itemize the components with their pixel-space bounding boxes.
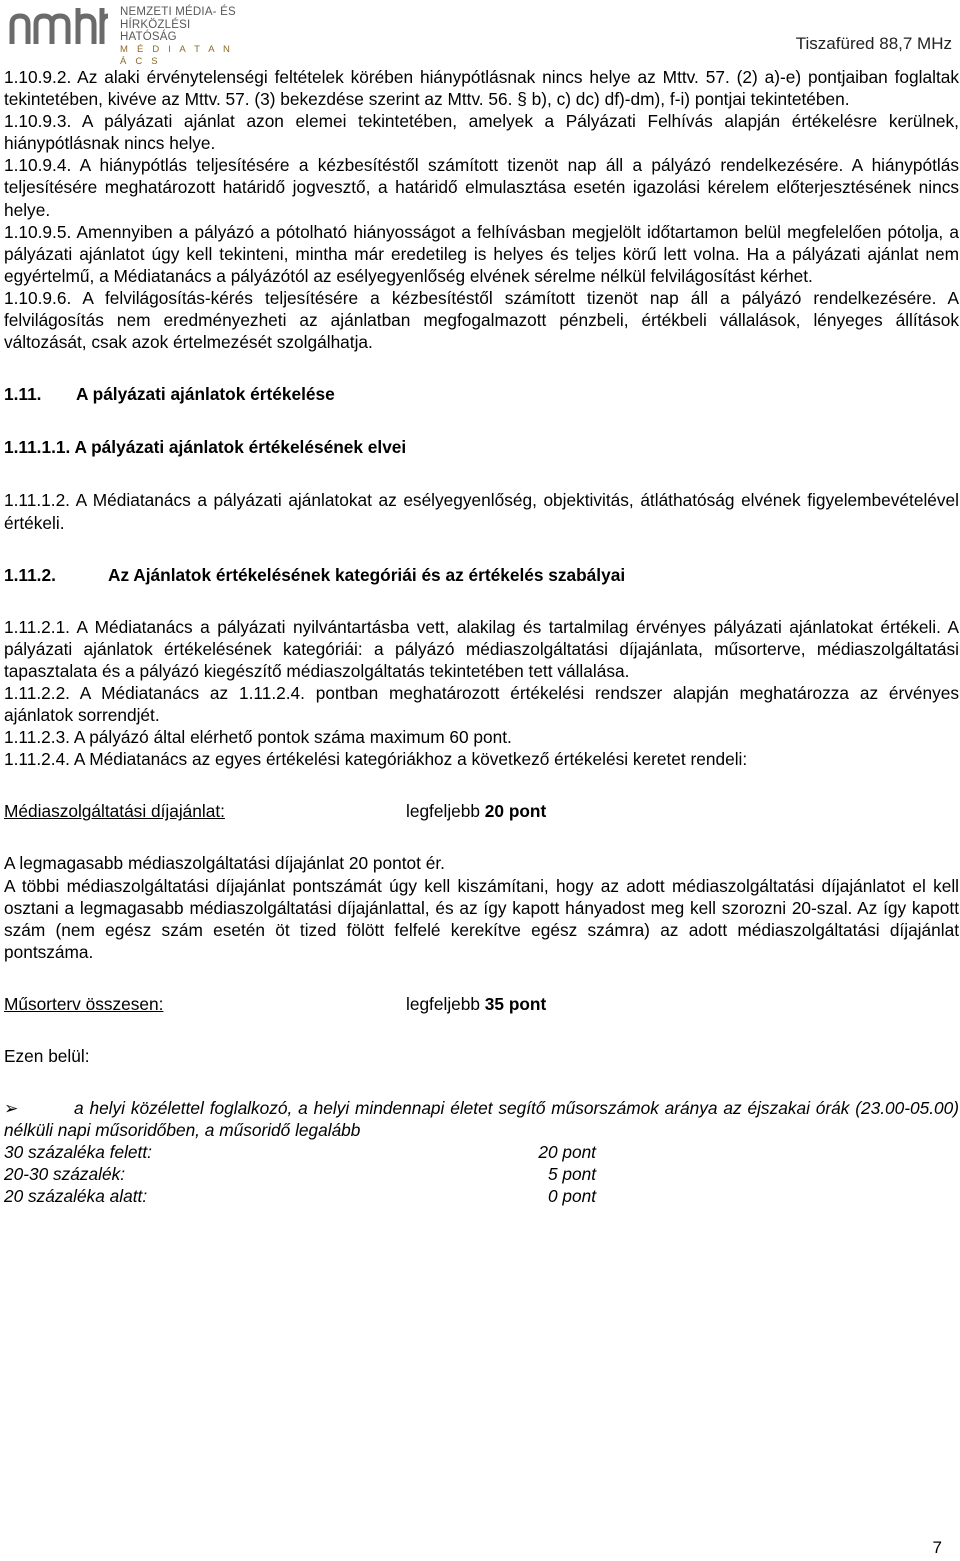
document-body <box>4 66 959 1208</box>
score-row <box>4 1141 959 1163</box>
heading-text: A pályázati ajánlatok értékelése <box>76 384 335 405</box>
fee-paragraph-b: A többi médiaszolgáltatási díjajánlat pontszámát úgy kell kiszámítani, hogy az adott médiaszolgáltatási díjajánlatot el kell osztani a legmagasabb médiaszolgáltatási díjajánlattal, és az így kapott hányadost meg kell szorozni 20-szal. Az így kapott szám (nem egész szám esetén öt tized fölött felfelé kerekítve egész számra) az adott médiaszolgáltatási díjajánlat pontszáma. <box>4 875 959 962</box>
paragraph-1-10-9-5: 1.10.9.5. Amennyiben a pályázó a pótolható hiányosságot a felhívásban megjelölt időtartamon belül megfelelően pótolja, a pályázati ajánlatot úgy kell tekinteni, mintha már eredetileg is helyes és teljes körű lett volna. Ha a pályázati ajánlat nem egyértelmű, a Médiatanács a pályázótól az esélyegyenlőség elvének sérelme nélkül felvilágosítást kérhet. <box>4 221 959 286</box>
program-points: 35 pont <box>484 993 547 1014</box>
section-heading-1-11-1-1 <box>4 436 959 458</box>
page-number: 7 <box>932 1538 942 1557</box>
score-value: 20 pont <box>538 1142 596 1163</box>
paragraph-1-11-2-3: 1.11.2.3. A pályázó által elérhető pontok száma maximum 60 pont. <box>4 727 512 748</box>
logo-line-2: HÍRKÖZLÉSI HATÓSÁG <box>120 18 191 43</box>
score-label: 30 százaléka felett: <box>4 1142 152 1163</box>
program-value <box>406 993 546 1015</box>
fee-points: 20 pont <box>484 801 547 822</box>
section-heading-1-11-2 <box>4 564 959 586</box>
paragraph-1-10-9-2: 1.10.9.2. Az alaki érvénytelenségi feltételek körében hiánypótlásnak nincs helye az Mttv. 57. (2) a)-e) pontjaiban foglaltak tekintetében, kivéve az Mttv. 57. (3) bekezdése szerint az Mttv. 56. § b), c) dc) df)-dm), f-i) pontjai tekintetében. <box>4 67 959 110</box>
fee-label: Médiaszolgáltatási díjajánlat: <box>4 801 225 822</box>
program-points-row <box>4 993 959 1015</box>
paragraph-1-11-2-4: 1.11.2.4. A Médiatanács az egyes értékelési kategóriákhoz a következő értékelési keretet rendeli: <box>4 749 748 770</box>
paragraph-1-11-2-1: 1.11.2.1. A Médiatanács a pályázati nyilvántartásba vett, alakilag és tartalmilag érvényes pályázati ajánlatokat értékeli. A pályázati ajánlatok értékelésének kategóriái: a pályázó médiaszolgáltatási díjajánlata, műsorterve, médiaszolgáltatási tapasztalata és a pályázó kiegészítő médiaszolgáltatás tekintetében tett vállalása. <box>4 616 959 681</box>
score-row <box>4 1163 959 1185</box>
score-row <box>4 1185 959 1207</box>
heading-text: Az Ajánlatok értékelésének kategóriái és az értékelés szabályai <box>108 564 626 585</box>
arrow-bullet-icon: ➢ <box>4 1098 19 1119</box>
score-label: 20 százaléka alatt: <box>4 1186 148 1207</box>
fee-value <box>406 800 546 822</box>
score-value: 0 pont <box>547 1186 596 1207</box>
program-bullet <box>4 1097 959 1141</box>
score-value: 5 pont <box>547 1164 596 1185</box>
station-label: Tiszafüred 88,7 MHz <box>795 34 952 53</box>
heading-number: 1.11.2. <box>4 564 56 585</box>
paragraph-1-10-9-3: 1.10.9.3. A pályázati ajánlat azon elemei tekintetében, amelyek a Pályázati Felhívás alapján értékelésre kerülnek, hiánypótlásnak nincs helye. <box>4 111 959 154</box>
program-prefix: legfeljebb <box>406 993 485 1014</box>
nmhh-logo-mark <box>8 4 112 48</box>
score-label: 20-30 százalék: <box>4 1164 126 1185</box>
nmhh-logo <box>8 4 248 67</box>
fee-paragraph-a: A legmagasabb médiaszolgáltatási díjajánlat 20 pontot ér. <box>4 853 445 874</box>
page-header <box>0 0 960 67</box>
logo-line-3: M É D I A T A N Á C S <box>120 43 234 67</box>
program-label: Műsorterv összesen: <box>4 993 164 1014</box>
bullet-text: a helyi közélettel foglalkozó, a helyi mindennapi életet segítő műsorszámok aránya az éjszakai órák (23.00-05.00) nélküli napi műsoridőben, a műsoridő legalább <box>4 1098 959 1141</box>
heading-text: A pályázati ajánlatok értékelésének elvei <box>74 437 407 458</box>
logo-text <box>120 6 248 69</box>
within-label: Ezen belül: <box>4 1046 90 1066</box>
fee-points-row <box>4 800 959 822</box>
heading-number: 1.11.1.1. <box>4 437 71 458</box>
paragraph-1-11-1-2: 1.11.1.2. A Médiatanács a pályázati ajánlatokat az esélyegyenlőség, objektivitás, átláthatóság elvének figyelembevételével értékeli. <box>4 490 959 533</box>
paragraph-1-10-9-6: 1.10.9.6. A felvilágosítás-kérés teljesítésére a kézbesítéstől számított tizenöt nap áll a pályázó rendelkezésére. A felvilágosítás nem eredményezheti az ajánlatban megfogalmazott pénzbeli, értékbeli vállalások, lényeges állítások változását, csak azok értelmezését szolgálhatja. <box>4 287 959 353</box>
logo-line-1: NEMZETI MÉDIA- ÉS <box>120 6 236 18</box>
section-heading-1-11 <box>4 383 959 405</box>
paragraph-1-10-9-4: 1.10.9.4. A hiánypótlás teljesítésére a kézbesítéstől számított tizenöt nap áll a pályázó rendelkezésére. A hiánypótlás teljesítésére meghatározott határidő jogvesztő, a határidő elmulasztása esetén igazolási kérelem előterjesztésének nincs helye. <box>4 155 959 220</box>
heading-number: 1.11. <box>4 384 42 405</box>
paragraph-1-11-2-2: 1.11.2.2. A Médiatanács az 1.11.2.4. pontban meghatározott értékelési rendszer alapján meghatározza az érvényes ajánlatok sorrendjét. <box>4 682 959 726</box>
fee-prefix: legfeljebb <box>406 801 485 822</box>
